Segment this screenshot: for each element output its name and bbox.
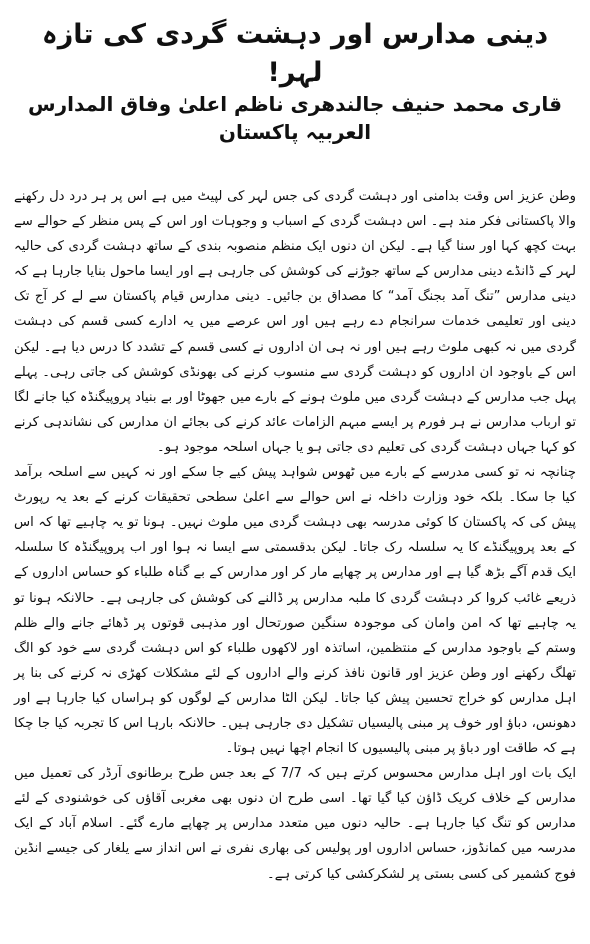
article-paragraph-2: چنانچہ نہ تو کسی مدرسے کے بارے میں ٹھوس شواہد پیش کیے جا سکے اور نہ کہیں سے اسلحہ برآمد کیا جا سکا۔ بلکہ خود وزارت داخلہ نے اس حوالے سے اعلیٰ سطحی تحقیقات کرنے کے بعد یہ رپورٹ پیش کی کہ پاکستان کا کوئی مدرسہ بھی دہشت گردی میں ملوث نہیں۔ ہونا تو یہ چاہیے تھا کہ اس کے بعد پروپیگنڈے کا یہ سلسلہ رک جاتا۔ لیکن بدقسمتی سے ایسا نہ ہوا اور اب پروپیگنڈہ کا سلسلہ ایک قدم آگے بڑھ گیا ہے اور مدارس پر چھاپے مار کر اور مدارس کے بے گناہ طلباء کو حساس اداروں کے ذریعے غائب کروا کر دہشت گردی کا ملبہ مدارس پر ڈالنے کی کوشش کی جارہی ہے۔ حالانکہ ہونا تو یہ چاہیے تھا کہ امن وامان کی موجودہ سنگین صورتحال اور مذہبی قوتوں پر ڈھائے جانے والے ظلم وستم کے باوجود مدارس کے منتظمین، اساتذہ اور لاکھوں طلباء کو اس دہشت گردی سے خود کو الگ تھلگ رکھنے اور وطن عزیز اور قانون نافذ کرنے والے اداروں کے لئے مشکلات کھڑی نہ کرنے کی بنا پر اہل مدارس کو خراج تحسین پیش کیا جاتا۔ لیکن الٹا مدارس کے لوگوں کو ہراساں کیا جارہا ہے اور دھونس، دباؤ اور خوف پر مبنی پالیسیاں تشکیل دی جارہی ہیں۔ حالانکہ بارہا اس کا تجربہ کیا جا چکا ہے کہ طاقت اور دباؤ پر مبنی پالیسیوں کا انجام اچھا نہیں ہوتا۔ bbox=[14, 465, 576, 757]
article-paragraph-3: ایک بات اور اہل مدارس محسوس کرتے ہیں کہ 7/7 کے بعد جس طرح برطانوی آرڈر کی تعمیل میں مدارس کے خلاف کریک ڈاؤن کیا گیا تھا۔ اسی طرح ان دنوں بھی مغربی آقاؤں کی خوشنودی کے لئے مدارس کو تنگ کیا جارہا ہے۔ حالیہ دنوں میں متعدد مدارس پر چھاپے مارے گئے۔ اسلام آباد کے ایک مدرسہ میں کمانڈوز، حساس اداروں اور پولیس کی بھاری نفری نے اس انداز سے یلغار کی جیسے انڈین فوج کشمیر کی کسی بستی پر لشکرکشی کیا کرتی ہے۔ bbox=[14, 766, 576, 882]
article-body bbox=[14, 184, 576, 887]
article-byline: قاری محمد حنیف جالندھری ناظم اعلیٰ وفاق المدارس العربیہ پاکستان bbox=[28, 92, 562, 144]
article-title: دینی مدارس اور دہشت گردی کی تازہ لہر! bbox=[41, 19, 549, 88]
article-paragraph-1: وطن عزیز اس وقت بدامنی اور دہشت گردی کی جس لہر کی لپیٹ میں ہے اس پر ہر درد دل رکھنے والا پاکستانی فکر مند ہے۔ اس دہشت گردی کے اسباب و وجوہات اور اس کے پس منظر کے حوالے سے بہت کچھ کہا اور سنا گیا ہے۔ لیکن ان دنوں ایک منظم منصوبہ بندی کے ساتھ دہشت گردی کی حالیہ لہر کے ڈانڈے دینی مدارس کے ساتھ جوڑنے کی کوشش کی جارہی ہے اور ایسا ماحول بنایا جارہا ہے کہ دینی مدارس ”تنگ آمد بجنگ آمد“ کا مصداق بن جائیں۔ دینی مدارس قیام پاکستان سے لے کر آج تک دینی اور تعلیمی خدمات سرانجام دے رہے ہیں اور اس عرصے میں یہ ادارے کسی قسم کی دہشت گردی میں نہ کبھی ملوث رہے ہیں اور نہ ہی ان اداروں نے کسی قسم کے تشدد کا درس دیا ہے۔ لیکن اس کے باوجود ان اداروں کو دہشت گردی سے منسوب کرنے کی بھونڈی کوشش کی جاتی رہی۔ پہلے پہل جب مدارس کے دہشت گردی میں ملوث ہونے کے بارے میں جھوٹا اور بے بنیاد پروپیگنڈہ کیا جانے لگا تو ارباب مدارس نے ہر فورم پر ایسے مبہم الزامات عائد کرنے کی بجائے ان مدارس کی نشاندہی کرنے کو کہا جہاں دہشت گردی کی تعلیم دی جاتی ہو یا جہاں اسلحہ موجود ہو۔ bbox=[14, 189, 576, 455]
